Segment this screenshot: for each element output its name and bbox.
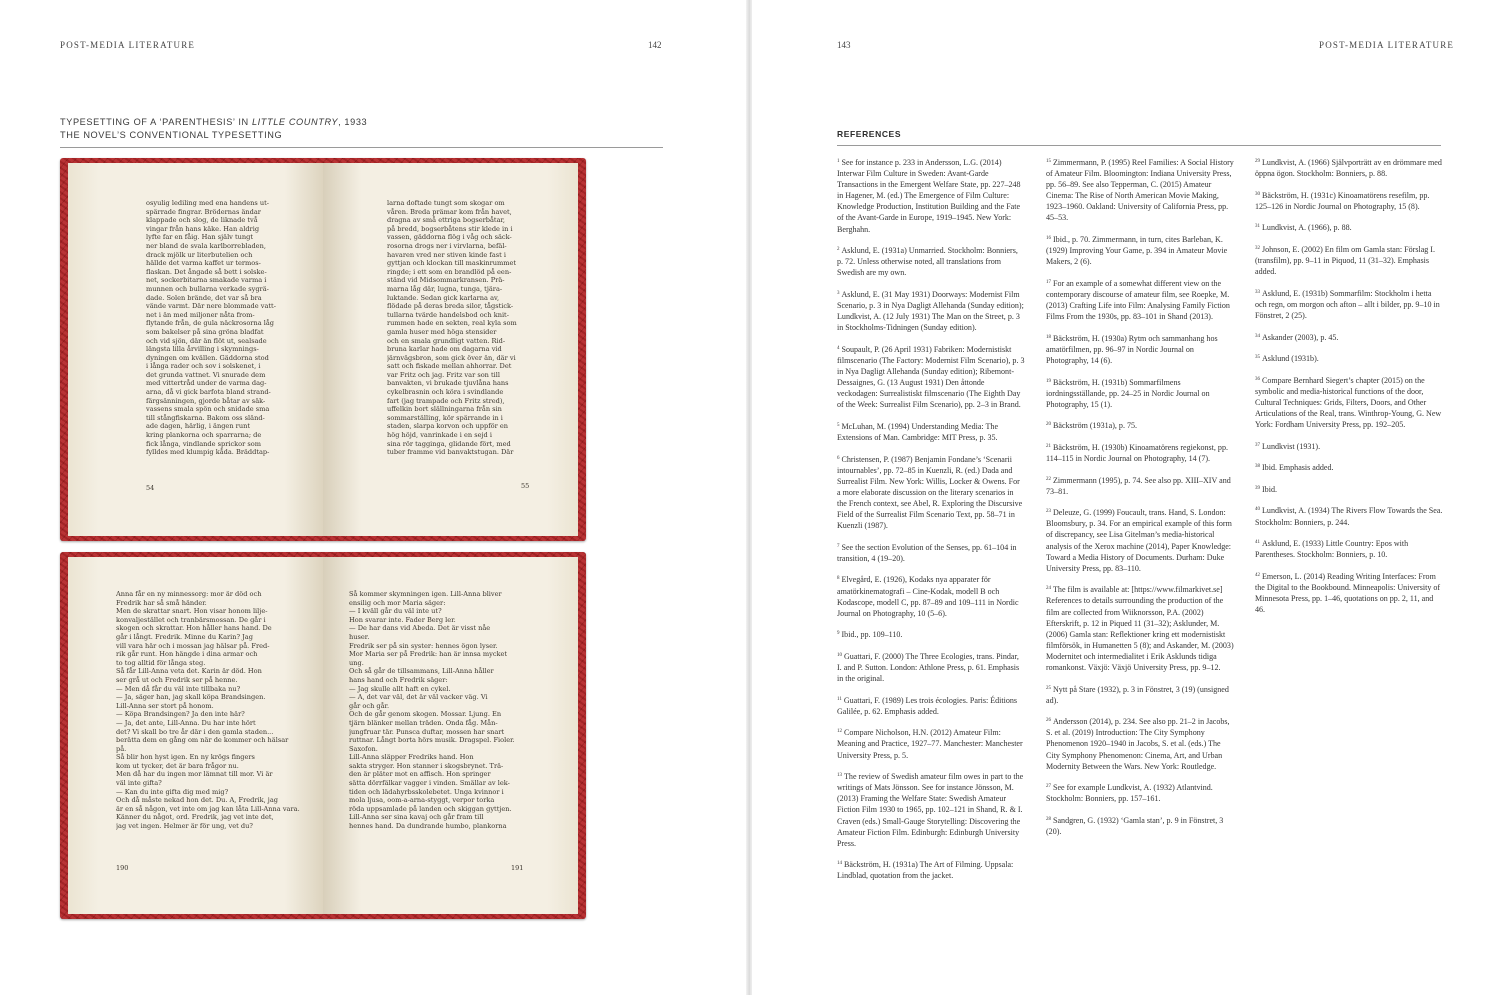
book-text-line: går i långt. Fredrik. Minne du Karin? Jag <box>116 632 253 641</box>
reference-entry <box>837 541 1025 564</box>
book-text-line: vill vara här och i mossan jag hälsar på. Fred- <box>116 641 270 650</box>
book-2-right-text <box>349 590 535 848</box>
book-text-line: och vid sjön, där än flöt ut, sealsade <box>146 336 267 345</box>
reference-entry <box>1046 277 1234 322</box>
reference-text: Sandgren, G. (1932) ‘Gamla stan’, p. 9 in Fönstret, 3 (20). <box>1046 815 1224 836</box>
figure-caption <box>60 116 660 142</box>
reference-number: 16 <box>1046 236 1051 242</box>
reference-number: 37 <box>1255 442 1260 448</box>
book-text-line: dragna av små ettriga bogserbåtar, <box>387 216 506 225</box>
reference-text: McLuhan, M. (1994) Understanding Media: The Extensions of Man. Cambridge: MIT Press, p. 35. <box>837 421 999 442</box>
book-1-left-text <box>146 199 296 464</box>
reference-entry <box>1255 331 1443 343</box>
reference-text: Asklund, E. (1931a) Unmarried. Stockholm: Bonniers, p. 72. Unless otherwise noted, all translations from Swedish are my own. <box>837 246 1018 278</box>
book-text-line: banvakten, vi brukade tjuvlåna hans <box>387 379 509 388</box>
reference-text: Bäckström, H. (1931a) The Art of Filming. Uppsala: Lindblad, quotation from the jacket. <box>837 860 1014 881</box>
book-text-line: sätta dörrfälkar vagger i vinden. Smällar av lek- <box>349 779 510 788</box>
reference-text: Ibid., pp. 109–110. <box>841 630 903 640</box>
book-photo-1 <box>60 158 586 541</box>
reference-number: 29 <box>1255 159 1260 164</box>
book-text-line: tuber framme vid banvaktstugan. Där <box>387 448 514 457</box>
book-text-line: ständ vid Midsommarkransen. Prä- <box>387 276 505 285</box>
book-text-line: Men de skrattar snart. Hon visar honom lilje- <box>116 607 268 616</box>
reference-text: Ibid. Emphasis added. <box>1262 463 1334 473</box>
book-text-line: luktande. Sedan gick karlarna av, <box>387 293 500 302</box>
book-text-line: ser grå ut och Fredrik ser på henne. <box>116 675 238 684</box>
book-text-line: våren. Breda prämar kom från havet, <box>387 207 512 216</box>
book-text-line: längsta lilla årvilling i skymnings- <box>146 345 259 354</box>
book-text-line: ner bland de svala karlborrebladen, <box>146 241 266 250</box>
book-text-line: till stångfiskarna. Bakom oss sländ- <box>146 413 265 422</box>
reference-number: 3 <box>837 290 840 296</box>
reference-number: 10 <box>837 652 842 658</box>
reference-number: 23 <box>1046 509 1051 515</box>
reference-entry <box>1046 814 1234 837</box>
reference-text: Guattari, F. (1989) Les trois écologies. Paris: Éditions Galilée, p. 62. Emphasis added. <box>837 695 1018 716</box>
reference-text: Bäckström, H. (1930b) Kinoamatörens regiekonst, pp. 114–115 in Nordic Journal on Photography, 14 (7). <box>1046 442 1228 463</box>
book-text-line: huser. <box>349 632 370 641</box>
reference-number: 31 <box>1255 224 1260 230</box>
caption-line-2: THE NOVEL’S CONVENTIONAL TYPESETTING <box>60 130 283 140</box>
reference-number: 30 <box>1255 191 1260 197</box>
book-text-line: kom ut tycker, det är bara frågor nu. <box>116 761 239 770</box>
reference-number: 39 <box>1255 485 1260 491</box>
book-text-line: — Kan du inte gifta dig med mig? <box>116 787 229 796</box>
book-text-line: Saxofon. <box>349 744 378 753</box>
left-page <box>0 0 748 995</box>
reference-number: 6 <box>837 455 840 461</box>
book-text-line: hennes hand. Da dundrande humbo, plankorna <box>349 822 507 831</box>
book-text-line: munnen och bullarna verkade sygrä- <box>146 284 269 293</box>
reference-text: Bäckström (1931a), p. 75. <box>1053 421 1138 431</box>
caption-rule <box>60 147 663 148</box>
reference-text: Christensen, P. (1987) Benjamin Fondane’s ‘Scenarii intournables’, pp. 72–85 in Kuenzli, R. (ed.) Dada and Surrealist Film. New York: Willis, Locker & Owens. For a more elaborate discussion on the literary scenarios in the French context, see Abel, R. Exploring the Discursive Field of the Surrealist Film Scenario Text, pp. 58–71 in Kuenzli (1987). <box>837 454 1023 531</box>
reference-entry <box>1255 352 1443 364</box>
reference-number: 25 <box>1046 685 1051 691</box>
reference-text: Lundkvist, A. (1966) Självporträtt av en drömmare med öppna ögon. Stockholm: Bonniers, p. 88. <box>1255 158 1442 179</box>
book-text-line: jag vet ingen. Helmer är för ung, vet du? <box>116 822 253 831</box>
reference-entry <box>1046 506 1234 574</box>
reference-number: 2 <box>837 247 840 253</box>
book-text-line: Känner du något, ord. Fredrik, jag vet inte det, <box>116 813 274 822</box>
book-text-line: klappade och slog, de liknade två <box>146 216 258 225</box>
reference-text: Nytt på Stare (1932), p. 3 in Fönstret, 3 (19) (unsigned ad). <box>1046 684 1229 705</box>
reference-text: Johnson, E. (2002) En film om Gamla stan: Förslag I. (transfilm), pp. 9–11 in Piquod, 11 (31–32). Emphasis added. <box>1255 244 1435 277</box>
reference-text: The film is available at: [https://www.filmarkivet.se] References to details surrounding the production of the film are collected from Wiiknorsson, P.A. (2002) Efterskrift, p. 12 in Piqued 11 (31–32); Asklunder, M. (2006) Gamla stan: Reflektioner kring ett modernistiskt filmförsök, in Humanetten 5 (8); and Askander, M. (2003) Modernitet och intermedialitet i Erik Asklunds tidiga romankonst. Växjö: Växjö University Press, pp. 9–12. <box>1046 585 1234 672</box>
reference-entry <box>837 420 1025 443</box>
book-text-line: osyulig lediling med ena handens ut- <box>146 199 270 207</box>
book-2-left-text <box>116 590 302 848</box>
book-text-line: flödade på deras breda silor, tågstick- <box>387 302 514 311</box>
book-text-line: färgsänningen, gjorde båtar av säk- <box>146 396 266 405</box>
book-text-line: tullarna tvärde handelsbod och knit- <box>387 310 509 319</box>
reference-text: Asklund, E. (1931b) Sommarfilm: Stockholm i hetta och regn, om morgon och afton – allt i bilder, pp. 9–10 in Fönstret, 2 (25). <box>1255 288 1440 320</box>
reference-entry <box>1255 570 1443 615</box>
book-text-line: fick långa, vindlande sprickor som <box>146 439 261 448</box>
book-text-line: tiden och lädahyrbsskolebetet. Unga kvinnor i <box>349 787 504 796</box>
reference-number: 35 <box>1255 355 1260 361</box>
reference-entry <box>1046 156 1234 224</box>
reference-entry <box>1255 189 1443 212</box>
reference-entry <box>1046 441 1234 464</box>
reference-entry <box>1255 156 1443 179</box>
reference-number: 20 <box>1046 422 1051 428</box>
book-text-line: ade dagen, härlig, i ängen runt <box>146 422 250 431</box>
book-text-line: ung. <box>349 658 364 667</box>
reference-number: 12 <box>837 729 842 735</box>
reference-number: 8 <box>837 576 840 582</box>
book-text-line: havaren vred ner stiven kinde fast i <box>387 250 507 259</box>
book-text-line: dade. Solen brände, det var så bra <box>146 293 262 302</box>
book-text-line: — Men då får du väl inte tillbaka nu? <box>116 684 241 693</box>
book-text-line: Och så går de tillsammans, Lill-Anna håller <box>349 667 494 676</box>
book-text-line: vingar från hans käke. Han aldrig <box>146 224 260 233</box>
reference-number: 9 <box>837 631 840 637</box>
book-text-line: vassens smala spön och snidade sma <box>146 405 270 414</box>
book-text-line: staden, slarpa korvon och uppför en <box>387 422 509 431</box>
book-text-line: Lill-Anna släpper Fredriks hand. Hon <box>349 753 474 762</box>
reference-text: Bäckström, H. (1930a) Rytm och sammanhang hos amatörfilmen, pp. 96–97 in Nordic Journal on Photography, 14 (6). <box>1046 333 1218 365</box>
book-text-line: sina rör tagginga, glidande fört, med <box>387 439 511 448</box>
reference-entry <box>1255 504 1443 527</box>
reference-number: 36 <box>1255 376 1260 382</box>
right-running-head: POST-MEDIA LITERATURE <box>1319 40 1455 50</box>
reference-number: 42 <box>1255 572 1260 578</box>
reference-entry <box>837 726 1025 760</box>
reference-text: Guattari, F. (2000) The Three Ecologies, trans. Pindar, I. and P. Sutton. London: Athlone Press, p. 61. Emphasis in the original. <box>837 651 1020 684</box>
reference-number: 26 <box>1046 718 1051 724</box>
reference-number: 19 <box>1046 378 1051 384</box>
book-text-line: mola ljusa, oom-a-arna-styggt, verpor torka <box>349 796 495 805</box>
book-1-right-page-number: 55 <box>521 482 530 490</box>
reference-entry <box>837 343 1025 411</box>
reference-entry <box>837 694 1025 717</box>
reference-entry <box>1046 583 1234 673</box>
book-2-right-page-number: 191 <box>511 864 524 872</box>
book-text-line: drack mjölk ur literbutelien och <box>146 250 253 259</box>
reference-entry <box>837 288 1025 333</box>
book-text-line: bruna karlar hade om dagarna vid <box>387 345 502 354</box>
book-text-line: berätta dem en gång om när de kommer och hälsar <box>116 736 289 745</box>
reference-number: 17 <box>1046 279 1051 285</box>
book-text-line: Anna får en ny minnessorg: mor är död och <box>116 590 262 598</box>
book-text-line: på. <box>116 744 127 753</box>
book-text-line: Men då har du ingen mor lämnat till mor. Vi är <box>116 770 273 779</box>
book-text-line: tjärn blänker mellan träden. Onda fåg. Mån- <box>349 718 498 727</box>
book-text-line: och en smala grundligt vatten. Rid- <box>387 336 506 345</box>
book-text-line: rosorna drogs ner i virvlarna, befäl- <box>387 241 507 250</box>
reference-entry <box>1255 461 1443 473</box>
book-2-right-leaf <box>323 557 578 914</box>
book-text-line: vassen, gäddorna flög i våg och säck- <box>387 233 512 242</box>
book-text-line: vände varmt. Där nere blommade vatt- <box>146 302 276 311</box>
book-text-line: gyttjan och klockan till maskinrummet <box>387 259 517 268</box>
book-text-line: väl inte gifta? <box>116 779 162 788</box>
book-text-line: är en så någon, vet inte om jag kan låta Lill-Anna vara. <box>116 804 300 813</box>
reference-text: Lundkvist, A. (1966), p. 88. <box>1262 223 1352 233</box>
book-text-line: — De har dans vid Abeda. Det är visst nåe <box>349 624 491 633</box>
book-text-line: Lill-Anna ser sina kavaj och går fram till <box>349 813 484 822</box>
reference-number: 4 <box>837 345 840 351</box>
reference-entry <box>837 650 1025 684</box>
book-text-line: gamla huser med höga stensider <box>387 327 497 336</box>
book-text-line: Så kommer skymningen igen. Lill-Anna bliver <box>349 590 502 598</box>
book-text-line: hans hand och Fredrik säger: <box>349 675 448 684</box>
book-text-line: to tog alltid för långa steg. <box>116 658 206 667</box>
reference-number: 1 <box>837 159 840 164</box>
book-text-line: Fredrik har så små händer. <box>116 598 207 607</box>
reference-entry <box>1046 781 1234 804</box>
book-text-line: — Jag skulle allt haft en cykel. <box>349 684 451 693</box>
reference-text: See the section Evolution of the Senses, pp. 61–104 in transition, 4 (19–20). <box>837 542 1017 563</box>
reference-number: 22 <box>1046 476 1051 482</box>
caption-line-1 <box>60 116 660 129</box>
book-text-line: konvaljestället och tranbärsmossan. De går i <box>116 615 266 624</box>
reference-number: 7 <box>837 543 840 549</box>
book-text-line: i långa rader och sov i solskenet, i <box>146 362 261 371</box>
book-text-line: — Köpa Brandsingen? Ja den inte här? <box>116 710 245 719</box>
reference-number: 40 <box>1255 507 1260 513</box>
reference-number: 13 <box>837 773 842 779</box>
reference-number: 21 <box>1046 443 1051 449</box>
reference-number: 41 <box>1255 540 1260 546</box>
book-text-line: det grunda vattnet. Vi snurade dem <box>146 370 266 379</box>
reference-entry <box>1255 287 1443 321</box>
reference-number: 28 <box>1046 816 1051 822</box>
reference-entry <box>1255 221 1443 233</box>
reference-number: 24 <box>1046 586 1051 592</box>
book-text-line: det? Vi skall bo tre år där i den gamla staden... <box>116 727 274 736</box>
reference-entry <box>1046 474 1234 497</box>
reference-number: 38 <box>1255 464 1260 470</box>
book-1-right-leaf <box>323 163 578 536</box>
references-column-2 <box>1046 156 1234 847</box>
reference-text: Compare Nicholson, H.N. (2012) Amateur Film: Meaning and Practice, 1927–77. Manchester: Manchester University Press, p. 5. <box>837 728 1023 760</box>
book-text-line: på bredd, bogserbåtens stir klede in i <box>387 224 513 233</box>
book-text-line: röda uppsamlade på landen och skiggan gyttjen. <box>349 804 512 813</box>
reference-entry <box>837 628 1025 640</box>
reference-entry <box>1046 233 1234 267</box>
reference-number: 33 <box>1255 289 1260 295</box>
book-text-line: hällde det varma kaffet ur termos- <box>146 259 261 268</box>
reference-entry <box>1255 374 1443 430</box>
reference-text: Soupault, P. (26 April 1931) Fabriken: Modernistiskt filmscenario (The Factory: Modernist Film Scenario), p. 3 in Nya Dagligt Allehanda (Sunday edition); Ribemont-Dessaignes, G. (13 August 1931) Den åttonde veckodagen: Surrealistiskt filmscenario (The Eighth Day of the Week: Surrealist Film Scenario), pp. 2–3 in Brand. <box>837 344 1025 410</box>
book-text-line: spärrade fingrar. Brödernas ändar <box>146 207 261 216</box>
book-text-line: uffelkin bort slällningarna från sin <box>387 405 502 414</box>
reference-text: The review of Swedish amateur film owes in part to the writings of Mats Jönsson. See for instance Jönsson, M. (2013) Framing the Welfare State: Swedish Amateur Fiction Film 1930 to 1965, pp. 102–121 in Shand, R. & I. Craven (eds.) Small-Gauge Storytelling: Discovering the Amateur Fiction Film. Edinburgh: Edinburgh University Press. <box>837 772 1024 848</box>
reference-text: See for instance p. 233 in Andersson, L.G. (2014) Interwar Film Culture in Sweden: Avant-Garde Transactions in the Emergent Welfare State, pp. 227–248 in Hagener, M. (ed.) The Emergence of Film Culture: Knowledge Production, Institution Building and the Fate of the Avant-Garde in Europe, 1919–1945. New York: Berghahn. <box>837 158 1021 234</box>
book-text-line: var Fritz och jag. Fritz var son till <box>387 370 500 379</box>
book-text-line: fart (jag trampade och Fritz stred), <box>387 396 505 405</box>
book-text-line: net i än med miljoner nåta from- <box>146 310 255 319</box>
reference-entry <box>837 244 1025 278</box>
book-text-line: ringde; i ett som en brandlöd på een- <box>387 267 512 276</box>
book-text-line: — I kväll går du väl inte ut? <box>349 607 442 616</box>
caption-title: LITTLE COUNTRY <box>251 117 339 127</box>
reference-text: Zimmermann (1995), p. 74. See also pp. XIII–XIV and 73–81. <box>1046 475 1231 496</box>
reference-number: 27 <box>1046 784 1051 790</box>
reference-entry <box>1046 683 1234 706</box>
reference-number: 32 <box>1255 245 1260 251</box>
book-text-line: Hon svarar inte. Fader Berg ler. <box>349 615 456 624</box>
reference-entry <box>837 156 1025 235</box>
book-text-line: sakta stryger. Hon stanner i skogsbrynet. Trä- <box>349 761 504 770</box>
reference-text: Deleuze, G. (1999) Foucault, trans. Hand, S. London: Bloomsbury, p. 34. For an empirical example of this form of discrepancy, see Lisa Gitelman’s media-historical analysis of the Xerox machine (2014), Paper Knowledge: Toward a Media History of Documents. Durham: Duke University Press, pp. 83–110. <box>1046 508 1232 573</box>
right-page <box>752 0 1500 995</box>
reference-number: 14 <box>837 861 842 867</box>
references-column-3 <box>1255 156 1443 625</box>
book-text-line: sommarställing, kör spärrande in i <box>387 413 503 422</box>
book-1-right-text <box>387 199 537 464</box>
reference-text: Askander (2003), p. 45. <box>1262 332 1339 342</box>
book-photo-2 <box>60 552 586 919</box>
book-text-line: larna doftade tungt som skogar om <box>387 199 505 207</box>
book-text-line: Fredrik ser på sin syster: hennes ögon lyser. <box>349 641 498 650</box>
book-text-line: går och går. <box>349 701 390 710</box>
reference-text: Zimmermann, P. (1995) Reel Families: A Social History of Amateur Film. Bloomington: Indiana University Press, pp. 56–89. See also Tepperman, C. (2015) Amateur Cinema: The Rise of North American Movie Making, 1923–1960. Oakland: University of California Press, pp. 45–53. <box>1046 158 1234 223</box>
book-text-line: — Ja, säger han, jag skall köpa Brandsingen. <box>116 693 266 702</box>
book-text-line: cykelbrasnin och köra i svindlande <box>387 388 504 397</box>
reference-number: 34 <box>1255 333 1260 339</box>
book-text-line: kring plankorna och sparrarna; de <box>146 431 262 440</box>
reference-text: Asklund (1931b). <box>1262 354 1319 364</box>
reference-text: Emerson, L. (2014) Reading Writing Interfaces: From the Digital to the Bookbound. Minneapolis: University of Minnesota Press, pp. 1–46, quotations on pp. 2, 11, and 46. <box>1255 571 1441 615</box>
reference-text: Asklund, E. (31 May 1931) Doorways: Modernist Film Scenario, p. 3 in Nya Dagligt Allehanda (Sunday edition); Lundkvist, A. (12 July 1931) The Man on the Street, p. 3 in Stockholms-Tidningen (Sunday edition). <box>837 289 1024 333</box>
reference-entry <box>837 573 1025 618</box>
reference-number: 5 <box>837 422 840 428</box>
book-1-left-leaf <box>68 163 323 536</box>
book-text-line: lyfte far en fåig. Han själv tungt <box>146 233 254 242</box>
references-rule <box>837 145 1441 146</box>
reference-entry <box>1046 715 1234 771</box>
reference-number: 18 <box>1046 334 1051 340</box>
reference-entry <box>1255 483 1443 495</box>
reference-text: Bäckström, H. (1931b) Sommarfilmens iordningsställande, pp. 24–25 in Nordic Journal on Photography, 15 (1). <box>1046 377 1210 409</box>
book-text-line: Lill-Anna ser stort på honom. <box>116 701 214 710</box>
book-text-line: skogen och skrattar. Hon håller hans hand. De <box>116 624 272 633</box>
reference-entry <box>1255 440 1443 452</box>
book-text-line: satt och fiskade mellan ahhorrar. Det <box>387 362 512 371</box>
book-text-line: fylldes med klumpig kåda. Bräddtap- <box>146 448 270 457</box>
book-text-line: med vittertråd under de varma dag- <box>146 379 267 388</box>
book-text-line: marna låg där, lugna, tunga, tjära- <box>387 284 503 293</box>
left-running-head: POST-MEDIA LITERATURE <box>60 40 196 50</box>
book-text-line: ensilig och mor Maria säger: <box>349 598 446 607</box>
reference-text: Lundkvist (1931). <box>1262 441 1321 451</box>
book-text-line: — A, det var väl, det är väl vacker väg. Vi <box>349 693 488 702</box>
reference-entry <box>1046 419 1234 431</box>
reference-text: For an example of a somewhat different view on the contemporary discourse of amateur film, see Roepke, M. (2013) Crafting Life into Film: Analysing Family Fiction Films From the 1930s, pp. 83–101 in Shand (2013). <box>1046 278 1230 322</box>
book-text-line: jungfruar tär. Punsca duftar, mossen har snart <box>349 727 505 736</box>
book-text-line: flytande från, de gula näckrosorna låg <box>146 319 274 328</box>
reference-entry <box>837 453 1025 532</box>
book-text-line: Mor Maria ser på Fredrik: han är innsa mycket <box>349 650 508 659</box>
book-2-left-page-number: 190 <box>116 864 129 872</box>
book-2-open-pages <box>68 557 578 914</box>
book-text-line: den är pläter mot en affisch. Hon springer <box>349 770 491 779</box>
book-text-line: järnvägsbron, som gick över än, där vi <box>387 353 516 362</box>
book-text-line: Så blir hon hyst igen. En ny krögs fingers <box>116 753 255 762</box>
reference-text: Bäckström, H. (1931c) Kinoamatörens resefilm, pp. 125–126 in Nordic Journal on Photography, 15 (8). <box>1255 190 1430 211</box>
references-heading: REFERENCES <box>837 129 902 139</box>
caption-suffix: , 1933 <box>338 117 368 127</box>
reference-entry <box>837 770 1025 849</box>
book-text-line: dyningen om kvällen. Gäddorna stod <box>146 353 269 362</box>
left-page-number: 142 <box>648 40 662 50</box>
reference-text: Ibid. <box>1262 484 1277 494</box>
right-page-number: 143 <box>837 40 851 50</box>
book-text-line: Så får Lill-Anna veta det. Karin är död. Hon <box>116 667 262 676</box>
references-column-1 <box>837 156 1025 891</box>
book-text-line: net, sockerbitarna smakade varma i <box>146 276 267 285</box>
reference-text: Compare Bernhard Siegert’s chapter (2015) on the symbolic and media-historical functions of the door, Cultural Techniques: Grids, Filters, Doors, and Other Articulations of the Real, trans. Winthrop-Young, G. New York: Fordham University Press, pp. 192–205. <box>1255 375 1442 430</box>
book-2-left-leaf <box>68 557 323 914</box>
reference-entry <box>1046 332 1234 366</box>
reference-text: Asklund, E. (1933) Little Country: Epos with Parentheses. Stockholm: Bonniers, p. 10. <box>1255 539 1409 560</box>
book-text-line: flaskan. Det ångade så bett i solske- <box>146 267 267 276</box>
reference-text: Lundkvist, A. (1934) The Rivers Flow Towards the Sea. Stockholm: Bonniers, p. 244. <box>1255 506 1443 527</box>
reference-number: 11 <box>837 696 842 702</box>
book-text-line: ruttnar. Långt borta hörs musik. Dragspel. Fioler. <box>349 736 515 745</box>
book-text-line: — Ja, det ante, Lill-Anna. Du har inte hört <box>116 718 256 727</box>
reference-entry <box>837 858 1025 881</box>
reference-text: Elvegård, E. (1926), Kodaks nya apparater för amatörkinematografi – Cine-Kodak, modell B och Kodascope, modell C, pp. 87–89 and 109–111 in Nordic Journal on Photography, 10 (5–6). <box>837 575 1019 618</box>
book-text-line: rummen hade en sekten, real kyla som <box>387 319 517 328</box>
book-text-line: som bakelser på sina gröna bladfat <box>146 327 264 336</box>
reference-number: 15 <box>1046 159 1051 164</box>
book-text-line: Och då måste nekad hon det. Du. A, Fredrik, jag <box>116 796 278 805</box>
reference-entry <box>1046 376 1234 410</box>
reference-entry <box>1255 537 1443 560</box>
book-1-open-pages <box>68 163 578 536</box>
book-text-line: rik går runt. Hon hängde i dina armar och <box>116 650 258 659</box>
reference-text: See for example Lundkvist, A. (1932) Atlantvind. Stockholm: Bonniers, pp. 157–161. <box>1046 783 1213 804</box>
caption-prefix: TYPESETTING OF A ‘PARENTHESIS’ IN <box>60 117 252 127</box>
reference-text: Ibid., p. 70. Zimmermann, in turn, cites Barleban, K. (1929) Improving Your Game, p. 394 in Amateur Movie Makers, 2 (6). <box>1046 235 1228 267</box>
book-text-line: hög höjd, vanrinkade i en sejd i <box>387 431 492 440</box>
reference-text: Andersson (2014), p. 234. See also pp. 21–2 in Jacobs, S. et al. (2019) Introduction: The City Symphony Phenomenon 1920–1940 in Jacobs, S. et al. (eds.) The City Symphony Phenomenon: Cinema, Art, and Urban Modernity Between the Wars. New York: Routledge. <box>1046 717 1230 771</box>
book-1-left-page-number: 54 <box>146 484 155 492</box>
book-text-line: arna, då vi gick barfota bland strand- <box>146 388 271 397</box>
reference-entry <box>1255 243 1443 277</box>
book-text-line: Och de går genom skogen. Mossar. Ljung. En <box>349 710 502 719</box>
